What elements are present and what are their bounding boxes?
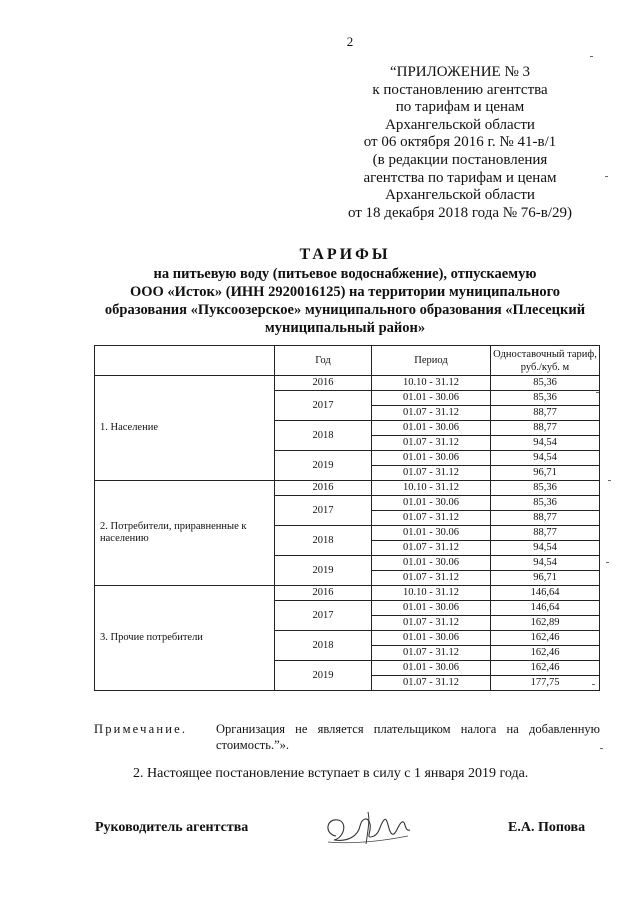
period-cell: 01.07 - 31.12 [372, 511, 491, 526]
period-cell: 01.07 - 31.12 [372, 676, 491, 691]
period-cell: 01.01 - 30.06 [372, 631, 491, 646]
tariff-value-cell: 85,36 [491, 376, 600, 391]
tariff-value-cell: 162,46 [491, 661, 600, 676]
signatory-title: Руководитель агентства [95, 820, 249, 835]
year-cell: 2018 [275, 421, 372, 451]
period-cell: 10.10 - 31.12 [372, 586, 491, 601]
period-cell: 01.01 - 30.06 [372, 661, 491, 676]
tariff-value-cell: 96,71 [491, 466, 600, 481]
year-cell: 2017 [275, 601, 372, 631]
appendix-line: к постановлению агентства [372, 81, 548, 98]
scan-mark [592, 684, 595, 685]
appendix-line: Архангельской области [385, 187, 535, 204]
period-cell: 01.07 - 31.12 [372, 436, 491, 451]
period-cell: 01.01 - 30.06 [372, 451, 491, 466]
tariff-value-cell: 162,46 [491, 631, 600, 646]
title-heading: ТАРИФЫ [299, 246, 391, 263]
period-cell: 01.07 - 31.12 [372, 541, 491, 556]
tariff-value-cell: 96,71 [491, 571, 600, 586]
period-cell: 01.07 - 31.12 [372, 571, 491, 586]
tariff-value-cell: 146,64 [491, 586, 600, 601]
table-header-row [95, 346, 600, 376]
appendix-line: “ПРИЛОЖЕНИЕ № 3 [389, 64, 531, 80]
tariff-value-cell: 85,36 [491, 391, 600, 406]
note-label: Примечание. [94, 722, 188, 736]
table-row [95, 586, 600, 601]
tariff-value-cell: 88,77 [491, 406, 600, 421]
title-line: муниципальный район» [264, 320, 426, 336]
year-cell: 2018 [275, 526, 372, 556]
document-title [80, 246, 610, 337]
header-price: Одноставочный тариф, руб./куб. м [491, 346, 600, 376]
appendix-line: (в редакции постановления [372, 151, 548, 168]
header-year: Год [275, 346, 372, 376]
period-cell: 01.01 - 30.06 [372, 496, 491, 511]
tariff-value-cell: 88,77 [491, 511, 600, 526]
handwritten-signature [318, 806, 418, 852]
year-cell: 2019 [275, 661, 372, 691]
appendix-line: по тарифам и ценам [395, 99, 525, 116]
consumer-group-label: 3. Прочие потребители [95, 586, 275, 691]
year-cell: 2016 [275, 376, 372, 391]
effective-date-clause: 2. Настоящее постановление вступает в силу с 1 января 2019 года. [133, 766, 529, 781]
tariff-value-cell: 162,46 [491, 646, 600, 661]
year-cell: 2016 [275, 586, 372, 601]
consumer-group-label: 2. Потребители, приравненные к населению [95, 481, 275, 586]
consumer-group-label: 1. Население [95, 376, 275, 481]
appendix-line: от 06 октября 2016 г. № 41-в/1 [363, 134, 557, 151]
scan-mark [606, 562, 609, 563]
title-line: на питьевую воду (питьевое водоснабжение), отпускаемую [153, 266, 537, 282]
title-line: образования «Пуксоозерское» муниципального образования «Плесецкий [104, 302, 586, 318]
scan-mark [605, 176, 608, 177]
period-cell: 01.01 - 30.06 [372, 421, 491, 436]
tariff-table [94, 345, 600, 691]
tariff-value-cell: 94,54 [491, 556, 600, 571]
note-text: Организация не является плательщиком налога на добавленную стоимость.”». [216, 722, 600, 752]
scan-mark [596, 392, 599, 393]
tariff-value-cell: 162,89 [491, 616, 600, 631]
header-period: Период [372, 346, 491, 376]
scan-mark [600, 748, 603, 749]
tariff-value-cell: 94,54 [491, 436, 600, 451]
period-cell: 01.07 - 31.12 [372, 466, 491, 481]
period-cell: 01.01 - 30.06 [372, 601, 491, 616]
tariff-value-cell: 88,77 [491, 421, 600, 436]
year-cell: 2019 [275, 451, 372, 481]
title-line: ООО «Исток» (ИНН 2920016125) на территории муниципального [129, 284, 561, 300]
year-cell: 2016 [275, 481, 372, 496]
page-number: 2 [346, 34, 354, 49]
tariff-table-body [95, 376, 600, 691]
scan-mark [608, 480, 611, 481]
scan-mark [590, 56, 593, 57]
period-cell: 01.01 - 30.06 [372, 391, 491, 406]
period-cell: 10.10 - 31.12 [372, 481, 491, 496]
appendix-line: агентства по тарифам и ценам [363, 169, 557, 186]
appendix-line: Архангельской области [385, 116, 535, 133]
tariff-value-cell: 177,75 [491, 676, 600, 691]
year-cell: 2019 [275, 556, 372, 586]
appendix-line: от 18 декабря 2018 года № 76-в/29) [347, 204, 573, 221]
year-cell: 2017 [275, 391, 372, 421]
header-group [95, 346, 275, 376]
tariff-value-cell: 85,36 [491, 481, 600, 496]
tariff-value-cell: 88,77 [491, 526, 600, 541]
year-cell: 2018 [275, 631, 372, 661]
tariff-value-cell: 85,36 [491, 496, 600, 511]
tariff-value-cell: 94,54 [491, 451, 600, 466]
period-cell: 01.07 - 31.12 [372, 406, 491, 421]
year-cell: 2017 [275, 496, 372, 526]
period-cell: 01.07 - 31.12 [372, 616, 491, 631]
period-cell: 01.07 - 31.12 [372, 646, 491, 661]
signatory-name: Е.А. Попова [508, 820, 586, 835]
period-cell: 01.01 - 30.06 [372, 526, 491, 541]
appendix-header [330, 64, 590, 222]
tariff-value-cell: 146,64 [491, 601, 600, 616]
period-cell: 10.10 - 31.12 [372, 376, 491, 391]
table-row [95, 376, 600, 391]
period-cell: 01.01 - 30.06 [372, 556, 491, 571]
tariff-value-cell: 94,54 [491, 541, 600, 556]
table-row [95, 481, 600, 496]
